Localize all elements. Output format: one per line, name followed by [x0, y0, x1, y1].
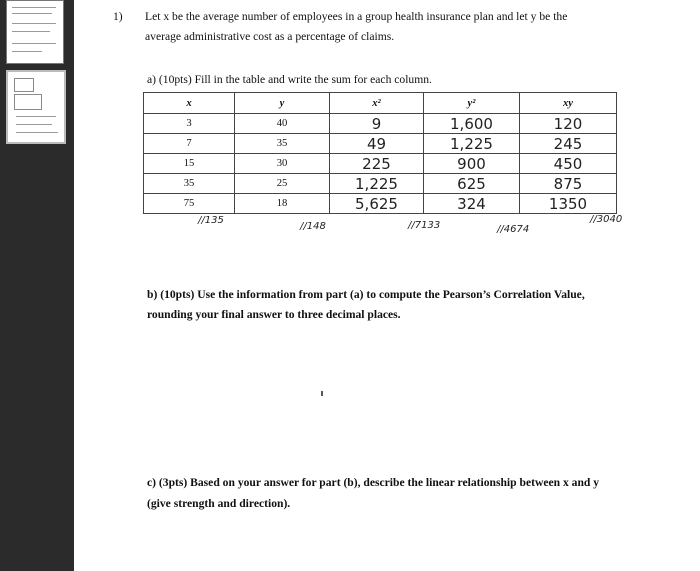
cell-y-squared: 625 — [424, 174, 520, 194]
page-thumbnail-1[interactable] — [6, 0, 64, 64]
cell-x: 15 — [144, 154, 235, 174]
cell-y-squared: 900 — [424, 154, 520, 174]
cell-y: 18 — [235, 194, 330, 214]
cell-x-squared: 9 — [330, 114, 424, 134]
cell-x-squared: 1,225 — [330, 174, 424, 194]
problem-intro-line-1: Let x be the average number of employees in a group health insurance plan and let y be the — [145, 10, 568, 23]
table-header-row — [144, 93, 617, 114]
table-row — [144, 174, 617, 194]
part-a-prompt: a) (10pts) Fill in the table and write the sum for each column. — [147, 73, 432, 86]
cell-x: 35 — [144, 174, 235, 194]
part-b-line-1: b) (10pts) Use the information from part (a) to compute the Pearson’s Correlation Value, — [147, 288, 585, 301]
cell-y: 40 — [235, 114, 330, 134]
sum-y-squared: //4674 — [497, 224, 530, 235]
cell-y-squared: 1,600 — [424, 114, 520, 134]
cell-y-squared: 324 — [424, 194, 520, 214]
table-row — [144, 154, 617, 174]
sum-y: //148 — [300, 221, 326, 232]
table-row — [144, 114, 617, 134]
sum-xy: //3040 — [590, 214, 623, 225]
header-x: x — [144, 93, 235, 114]
problem-intro-line-2: average administrative cost as a percentage of claims. — [145, 30, 395, 43]
part-b-line-2: rounding your final answer to three decimal places. — [147, 308, 401, 321]
problem-number: 1) — [113, 10, 123, 23]
cell-x: 7 — [144, 134, 235, 154]
cell-xy: 120 — [520, 114, 617, 134]
part-c-line-1: c) (3pts) Based on your answer for part (b), describe the linear relationship between x and y — [147, 476, 600, 489]
page-thumbnail-2[interactable] — [6, 70, 66, 144]
header-x-squared: x² — [330, 93, 424, 114]
header-y-squared: y² — [424, 93, 520, 114]
cell-xy: 450 — [520, 154, 617, 174]
cell-xy: 875 — [520, 174, 617, 194]
table-row — [144, 194, 617, 214]
sum-x-squared: //7133 — [408, 220, 441, 231]
cell-y: 30 — [235, 154, 330, 174]
table-row — [144, 134, 617, 154]
sum-x: //135 — [198, 215, 224, 226]
data-table — [143, 92, 617, 214]
cell-x: 75 — [144, 194, 235, 214]
cell-x-squared: 225 — [330, 154, 424, 174]
page-thumbnail-sidebar — [0, 0, 74, 571]
cell-y: 25 — [235, 174, 330, 194]
cell-y: 35 — [235, 134, 330, 154]
cell-xy: 1350 — [520, 194, 617, 214]
text-cursor — [321, 391, 323, 396]
cell-y-squared: 1,225 — [424, 134, 520, 154]
part-c-line-2: (give strength and direction). — [147, 497, 291, 510]
cell-x-squared: 49 — [330, 134, 424, 154]
cell-xy: 245 — [520, 134, 617, 154]
header-xy: xy — [520, 93, 617, 114]
header-y: y — [235, 93, 330, 114]
cell-x: 3 — [144, 114, 235, 134]
cell-x-squared: 5,625 — [330, 194, 424, 214]
